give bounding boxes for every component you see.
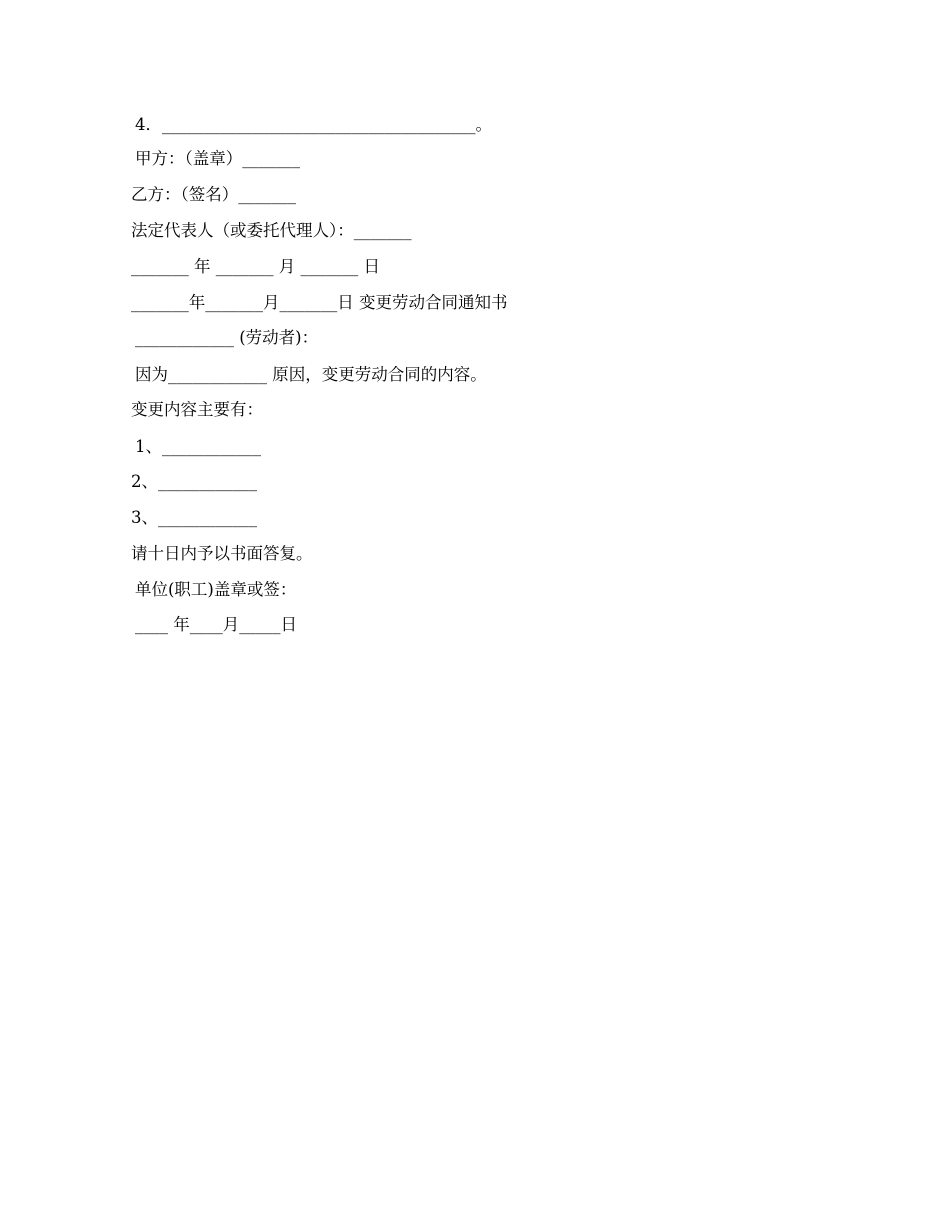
change-item-3: 3、____________: [131, 508, 257, 527]
party-b-sign-line: 乙方：（签名）_______: [131, 185, 296, 204]
unit-seal-sign-line: 单位(职工)盖章或签：: [135, 580, 297, 599]
change-item-1: 1、____________: [135, 437, 261, 456]
date-line-2: ____ 年____月_____日: [135, 615, 297, 634]
change-item-2: 2、____________: [131, 472, 257, 491]
reply-request-line: 请十日内予以书面答复。: [131, 544, 313, 563]
worker-addressee-line: ____________ (劳动者)：: [135, 328, 319, 347]
date-line-1: _______ 年 _______ 月 _______ 日: [131, 257, 380, 276]
legal-representative-line: 法定代表人（或委托代理人）：_______: [131, 221, 412, 240]
change-contents-heading: 变更内容主要有：: [131, 400, 263, 419]
party-a-seal-line: 甲方：（盖章）_______: [135, 149, 300, 168]
change-reason-line: 因为____________ 原因，变更劳动合同的内容。: [135, 365, 487, 384]
clause-4-line: 4．______________________________________。: [135, 115, 492, 134]
date-and-notice-title-line: _______年_______月_______日 变更劳动合同通知书: [131, 293, 508, 312]
